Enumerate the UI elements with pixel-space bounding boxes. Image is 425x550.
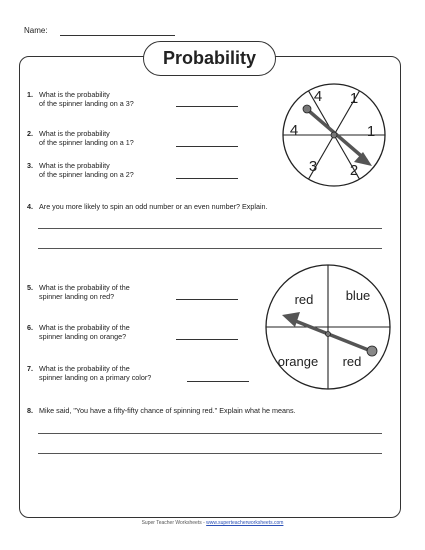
question-number: 7.	[27, 364, 33, 373]
question-text-line: Are you more likely to spin an odd number or an even number? Explain.	[39, 202, 268, 211]
answer-line-3[interactable]	[176, 178, 238, 179]
color-spinner	[262, 262, 394, 394]
spinner-section-label: red	[294, 292, 314, 307]
answer-line-2[interactable]	[176, 146, 238, 147]
spinner-section-label: 1	[349, 90, 359, 107]
question-text-line: of the spinner landing on a 2?	[39, 170, 134, 179]
question-text-line: What is the probability	[39, 90, 110, 99]
footer-link[interactable]: www.superteacherworksheets.com	[206, 520, 284, 526]
question-text-line: What is the probability of the	[39, 283, 130, 292]
name-label: Name:	[24, 26, 48, 35]
question-6	[27, 323, 247, 343]
question-text-line: What is the probability of the	[39, 364, 130, 373]
spinner-section-label: blue	[345, 288, 371, 303]
spinner-section-label: 4	[313, 88, 323, 105]
question-8	[27, 406, 397, 416]
question-text-line: of the spinner landing on a 1?	[39, 138, 134, 147]
footer-text: Super Teacher Worksheets -	[141, 520, 207, 526]
number-spinner	[270, 80, 398, 192]
spinner-section-label: orange	[277, 354, 319, 369]
writing-line[interactable]	[38, 248, 382, 249]
question-number: 3.	[27, 161, 33, 170]
spinner-section-label: 3	[308, 158, 318, 175]
writing-line[interactable]	[38, 228, 382, 229]
question-text-line: of the spinner landing on a 3?	[39, 99, 134, 108]
question-text-line: Mike said, "You have a fifty-fifty chance of spinning red." Explain what he means.	[39, 406, 296, 415]
spinner-section-label: 4	[289, 122, 299, 139]
writing-line[interactable]	[38, 433, 382, 434]
question-text-line: What is the probability	[39, 129, 110, 138]
answer-line-5[interactable]	[176, 299, 238, 300]
question-number: 6.	[27, 323, 33, 332]
question-number: 5.	[27, 283, 33, 292]
question-text-line: What is the probability of the	[39, 323, 130, 332]
answer-line-1[interactable]	[176, 106, 238, 107]
spinner-section-label: red	[342, 354, 362, 369]
footer	[0, 520, 425, 526]
name-field[interactable]	[60, 35, 175, 36]
page-title: Probability	[143, 41, 276, 76]
question-number: 1.	[27, 90, 33, 99]
question-1	[27, 90, 247, 110]
answer-line-6[interactable]	[176, 339, 238, 340]
question-number: 2.	[27, 129, 33, 138]
question-number: 4.	[27, 202, 33, 211]
question-number: 8.	[27, 406, 33, 415]
question-text-line: spinner landing on red?	[39, 292, 115, 301]
question-text-line: spinner landing on a primary color?	[39, 373, 152, 382]
question-4	[27, 202, 397, 212]
question-text-line: What is the probability	[39, 161, 110, 170]
writing-line[interactable]	[38, 453, 382, 454]
question-5	[27, 283, 247, 303]
spinner-section-label: 2	[349, 162, 359, 179]
answer-line-7[interactable]	[187, 381, 249, 382]
spinner-section-label: 1	[366, 123, 376, 140]
question-text-line: spinner landing on orange?	[39, 332, 127, 341]
